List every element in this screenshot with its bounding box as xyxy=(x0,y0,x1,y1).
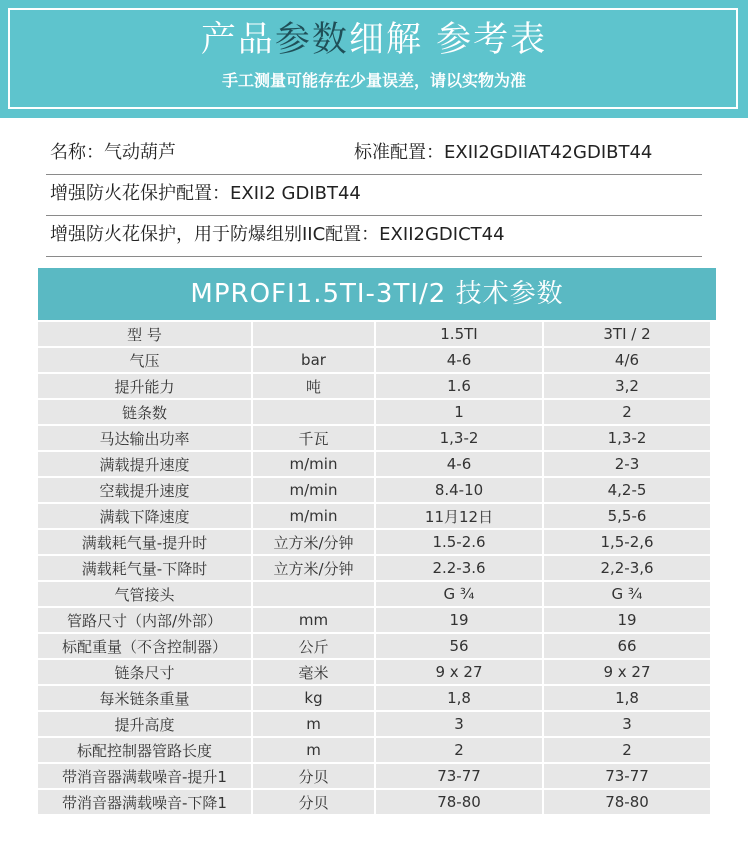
product-name: 名称：气动葫芦 xyxy=(50,142,176,163)
spec-table xyxy=(36,320,712,816)
value-3ti-cell: 2,2-3,6 xyxy=(544,556,710,580)
info-row-spark xyxy=(46,176,702,216)
spec-table-body xyxy=(38,322,710,814)
table-row xyxy=(38,790,710,814)
info-row-spark-iic xyxy=(46,217,702,257)
value-3ti-cell: 4/6 xyxy=(544,348,710,372)
parameter-cell: 管路尺寸（内部/外部） xyxy=(38,608,251,632)
table-row xyxy=(38,634,710,658)
value-3ti-cell: 1,5-2,6 xyxy=(544,530,710,554)
parameter-cell: 马达输出功率 xyxy=(38,426,251,450)
table-row xyxy=(38,686,710,710)
value-3ti-cell: 2-3 xyxy=(544,452,710,476)
banner-title-part-1: 产品 xyxy=(200,20,275,60)
table-row xyxy=(38,764,710,788)
spark-protection-config: 增强防火花保护配置：EXII2 GDIBT44 xyxy=(50,183,361,204)
unit-cell: 立方米/分钟 xyxy=(253,556,374,580)
parameter-cell: 空载提升速度 xyxy=(38,478,251,502)
table-row xyxy=(38,556,710,580)
banner-title xyxy=(0,18,748,62)
table-row xyxy=(38,582,710,606)
table-row xyxy=(38,374,710,398)
table-row xyxy=(38,712,710,736)
value-3ti-cell: 66 xyxy=(544,634,710,658)
unit-cell: m xyxy=(253,738,374,762)
parameter-cell: 满载提升速度 xyxy=(38,452,251,476)
parameter-cell: 气压 xyxy=(38,348,251,372)
parameter-cell: 带消音器满载噪音-下降1 xyxy=(38,790,251,814)
value-1-5ti-cell: 78-80 xyxy=(376,790,542,814)
unit-cell: 吨 xyxy=(253,374,374,398)
banner-title-part-3: 细解 参考表 xyxy=(348,20,548,60)
value-3ti-cell: 78-80 xyxy=(544,790,710,814)
divider xyxy=(46,215,702,216)
header-cell-1-5ti: 1.5TI xyxy=(376,322,542,346)
unit-cell: m/min xyxy=(253,478,374,502)
value-1-5ti-cell: 4-6 xyxy=(376,452,542,476)
value-3ti-cell: 9 x 27 xyxy=(544,660,710,684)
banner-title-part-2: 参数 xyxy=(274,20,349,60)
unit-cell: m/min xyxy=(253,504,374,528)
divider xyxy=(46,174,702,175)
parameter-cell: 带消音器满载噪音-提升1 xyxy=(38,764,251,788)
spec-table-section xyxy=(38,268,716,816)
unit-cell: 千瓦 xyxy=(253,426,374,450)
parameter-cell: 每米链条重量 xyxy=(38,686,251,710)
table-row xyxy=(38,348,710,372)
banner xyxy=(0,0,748,118)
parameter-cell: 标配重量（不含控制器） xyxy=(38,634,251,658)
value-1-5ti-cell: 1 xyxy=(376,400,542,424)
unit-cell: bar xyxy=(253,348,374,372)
parameter-cell: 标配控制器管路长度 xyxy=(38,738,251,762)
parameter-cell: 满载耗气量-提升时 xyxy=(38,530,251,554)
info-row-name xyxy=(46,135,702,175)
banner-subtitle: 手工测量可能存在少量误差，请以实物为准 xyxy=(221,71,526,90)
table-row xyxy=(38,530,710,554)
header-cell-3ti: 3TI / 2 xyxy=(544,322,710,346)
parameter-cell: 满载下降速度 xyxy=(38,504,251,528)
unit-cell: m xyxy=(253,712,374,736)
header-cell-model: 型 号 xyxy=(38,322,251,346)
value-1-5ti-cell: 73-77 xyxy=(376,764,542,788)
value-3ti-cell: 1,8 xyxy=(544,686,710,710)
parameter-cell: 提升能力 xyxy=(38,374,251,398)
value-1-5ti-cell: 8.4-10 xyxy=(376,478,542,502)
value-1-5ti-cell: G ¾ xyxy=(376,582,542,606)
unit-cell xyxy=(253,400,374,424)
unit-cell: 分贝 xyxy=(253,790,374,814)
value-3ti-cell: 19 xyxy=(544,608,710,632)
value-3ti-cell: 3 xyxy=(544,712,710,736)
spark-protection-iic-config: 增强防火花保护，用于防爆组别IIC配置：EXII2GDICT44 xyxy=(50,224,505,245)
value-1-5ti-cell: 11月12日 xyxy=(376,504,542,528)
value-3ti-cell: 1,3-2 xyxy=(544,426,710,450)
unit-cell: 毫米 xyxy=(253,660,374,684)
table-row xyxy=(38,608,710,632)
value-3ti-cell: 2 xyxy=(544,738,710,762)
value-1-5ti-cell: 1.6 xyxy=(376,374,542,398)
table-row xyxy=(38,452,710,476)
table-row xyxy=(38,660,710,684)
table-row xyxy=(38,738,710,762)
parameter-cell: 气管接头 xyxy=(38,582,251,606)
value-1-5ti-cell: 19 xyxy=(376,608,542,632)
table-row xyxy=(38,504,710,528)
spec-table-title: MPROFI1.5TI-3TI/2 技术参数 xyxy=(38,268,716,320)
unit-cell: 公斤 xyxy=(253,634,374,658)
value-1-5ti-cell: 1,8 xyxy=(376,686,542,710)
unit-cell: 分贝 xyxy=(253,764,374,788)
value-1-5ti-cell: 56 xyxy=(376,634,542,658)
table-row xyxy=(38,426,710,450)
header-cell-unit xyxy=(253,322,374,346)
table-row xyxy=(38,478,710,502)
parameter-cell: 提升高度 xyxy=(38,712,251,736)
parameter-cell: 链条尺寸 xyxy=(38,660,251,684)
value-1-5ti-cell: 2.2-3.6 xyxy=(376,556,542,580)
value-1-5ti-cell: 2 xyxy=(376,738,542,762)
parameter-cell: 链条数 xyxy=(38,400,251,424)
value-3ti-cell: 5,5-6 xyxy=(544,504,710,528)
parameter-cell: 满载耗气量-下降时 xyxy=(38,556,251,580)
value-1-5ti-cell: 1,3-2 xyxy=(376,426,542,450)
value-3ti-cell: 2 xyxy=(544,400,710,424)
value-1-5ti-cell: 1.5-2.6 xyxy=(376,530,542,554)
standard-config: 标准配置：EXII2GDIIAT42GDIBT44 xyxy=(354,142,653,163)
table-header-row xyxy=(38,322,710,346)
value-1-5ti-cell: 9 x 27 xyxy=(376,660,542,684)
divider xyxy=(46,256,702,257)
unit-cell: m/min xyxy=(253,452,374,476)
value-3ti-cell: 4,2-5 xyxy=(544,478,710,502)
value-3ti-cell: 73-77 xyxy=(544,764,710,788)
unit-cell xyxy=(253,582,374,606)
unit-cell: mm xyxy=(253,608,374,632)
unit-cell: kg xyxy=(253,686,374,710)
value-1-5ti-cell: 3 xyxy=(376,712,542,736)
table-row xyxy=(38,400,710,424)
unit-cell: 立方米/分钟 xyxy=(253,530,374,554)
value-1-5ti-cell: 4-6 xyxy=(376,348,542,372)
value-3ti-cell: 3,2 xyxy=(544,374,710,398)
value-3ti-cell: G ¾ xyxy=(544,582,710,606)
